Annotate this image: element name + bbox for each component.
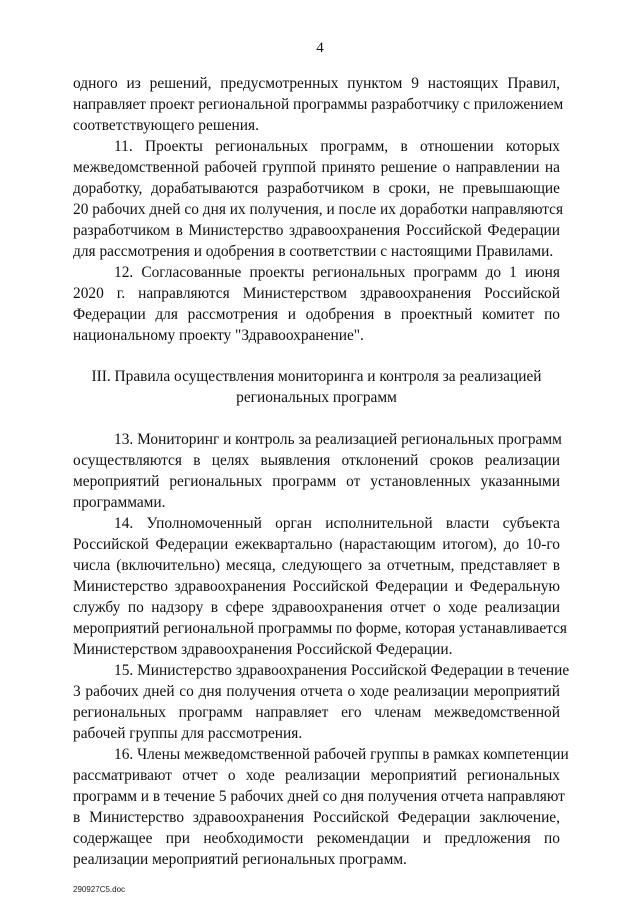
text-line: программами. (73, 494, 166, 511)
text-line: Федерации для рассмотрения и одобрения в проектный комитет по (73, 306, 560, 323)
text-line: 2020 г. направляются Министерством здравоохранения Российской (73, 285, 560, 302)
text-line: содержащее при необходимости рекомендации и предложения по (73, 830, 560, 847)
text-line: разработчиком в Министерство здравоохранения Российской Федерации (73, 222, 560, 239)
text-line: для рассмотрения и одобрения в соответствии с настоящими Правилами. (73, 243, 554, 260)
text-line: 11. Проекты региональных программ, в отношении которых (114, 138, 560, 155)
text-line: службу по надзору в сфере здравоохранения отчет о ходе реализации (73, 599, 560, 616)
text-line: 3 рабочих дней со дня получения отчета о ходе реализации мероприятий (73, 683, 560, 700)
file-name-footer: 290927C5.doc (73, 885, 126, 894)
text-line: соответствующего решения. (73, 117, 259, 134)
text-line: 20 рабочих дней со дня их получения, и после их доработки направляются (73, 201, 564, 218)
text-line: осуществляются в целях выявления отклонений сроков реализации (73, 452, 560, 469)
text-line: Министерство здравоохранения Российской Федерации и Федеральную (73, 578, 560, 595)
text-line: мероприятий региональных программ от установленных указанными (73, 473, 560, 490)
text-line: рассматривают отчет о ходе реализации мероприятий региональных (73, 767, 560, 784)
text-line: 14. Уполномоченный орган исполнительной власти субъекта (114, 515, 560, 532)
text-line: рабочей группы для рассмотрения. (73, 725, 303, 742)
text-line: национальному проекту "Здравоохранение". (73, 327, 364, 344)
text-line: направляет проект региональной программы разработчику с приложением (73, 96, 564, 113)
text-line: числа (включительно) месяца, следующего за отчетным, представляет в (73, 557, 560, 574)
text-line: программ и в течение 5 рабочих дней со дня получения отчета направляют (73, 788, 565, 805)
section-heading: региональных программ (236, 389, 397, 406)
text-line: региональных программ направляет его членам межведомственной (73, 704, 560, 721)
text-line: 15. Министерство здравоохранения Российской Федерации в течение (114, 662, 570, 679)
text-line: реализации мероприятий региональных программ. (73, 851, 407, 868)
text-line: межведомственной рабочей группой принято решение о направлении на (73, 159, 560, 176)
text-line: мероприятий региональной программы по форме, которая устанавливается (73, 620, 567, 637)
text-line: 13. Мониторинг и контроль за реализацией региональных программ (114, 431, 562, 448)
text-line: Российской Федерации ежеквартально (нарастающим итогом), до 10-го (73, 536, 560, 553)
section-heading: III. Правила осуществления мониторинга и контроля за реализацией (91, 368, 542, 385)
text-line: 12. Согласованные проекты региональных программ до 1 июня (114, 264, 560, 281)
text-line: доработку, дорабатываются разработчиком в сроки, не превышающие (73, 180, 560, 197)
text-line: Министерством здравоохранения Российской Федерации. (73, 641, 453, 658)
text-line: в Министерство здравоохранения Российской Федерации заключение, (73, 809, 560, 826)
text-line: 16. Члены межведомственной рабочей группы в рамках компетенции (114, 746, 569, 763)
text-line: одного из решений, предусмотренных пунктом 9 настоящих Правил, (73, 75, 560, 92)
page-number: 4 (316, 40, 324, 56)
